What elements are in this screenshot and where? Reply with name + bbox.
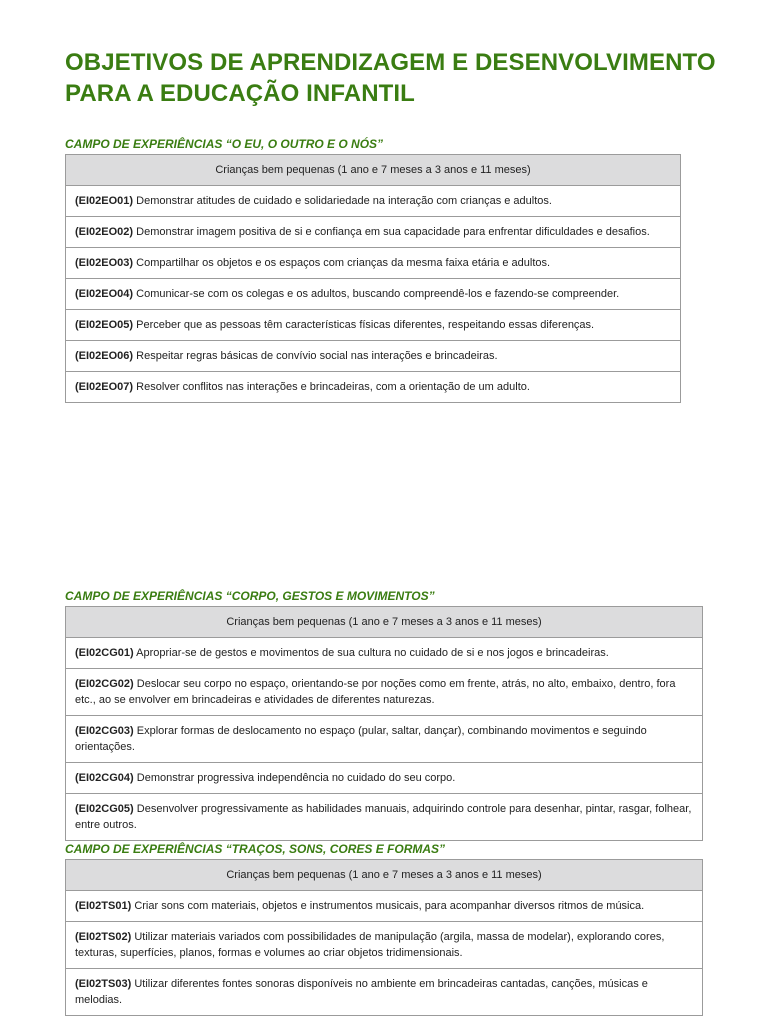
objective-code: (EI02EO03) [75, 257, 134, 269]
objective-cell [66, 341, 681, 372]
section-tracos-sons-cores-e-formas [65, 842, 703, 1016]
objective-code: (EI02TS02) [75, 931, 132, 943]
objective-code: (EI02CG01) [75, 647, 134, 659]
objective-text: Apropriar-se de gestos e movimentos de sua cultura no cuidado de si e nos jogos e brincadeiras. [136, 647, 609, 659]
objective-cell [66, 372, 681, 403]
objective-cell [66, 638, 703, 669]
age-group-header: Crianças bem pequenas (1 ano e 7 meses a 3 anos e 11 meses) [66, 607, 703, 638]
objective-cell [66, 217, 681, 248]
table-row [66, 310, 681, 341]
objective-code: (EI02EO07) [75, 381, 134, 393]
objective-cell [66, 186, 681, 217]
page-title-line-2: PARA A EDUCAÇÃO INFANTIL [65, 80, 415, 107]
objective-text: Utilizar materiais variados com possibilidades de manipulação (argila, massa de modelar), explorando cores, texturas, superfícies, planos, formas e volumes ao criar objetos tridimensionais. [75, 931, 665, 959]
objective-cell [66, 794, 703, 841]
objectives-table [65, 859, 703, 1016]
objective-code: (EI02CG05) [75, 803, 134, 815]
objective-code: (EI02EO04) [75, 288, 134, 300]
objective-cell [66, 248, 681, 279]
objective-text: Desenvolver progressivamente as habilidades manuais, adquirindo controle para desenhar, pintar, rasgar, folhear, entre outros. [75, 803, 692, 831]
objective-cell [66, 669, 703, 716]
section-corpo-gestos-e-movimentos [65, 589, 703, 841]
objective-code: (EI02CG04) [75, 772, 134, 784]
objective-code: (EI02EO05) [75, 319, 134, 331]
objective-code: (EI02EO02) [75, 226, 134, 238]
objective-code: (EI02CG02) [75, 678, 134, 690]
objective-text: Comunicar-se com os colegas e os adultos, buscando compreendê-los e fazendo-se compreender. [136, 288, 620, 300]
objective-text: Perceber que as pessoas têm características físicas diferentes, respeitando essas diferenças. [136, 319, 595, 331]
table-row [66, 372, 681, 403]
objectives-table [65, 606, 703, 841]
objective-code: (EI02EO06) [75, 350, 134, 362]
table-row [66, 763, 703, 794]
objective-code: (EI02EO01) [75, 195, 134, 207]
objective-cell [66, 310, 681, 341]
objective-text: Criar sons com materiais, objetos e instrumentos musicais, para acompanhar diversos ritmos de música. [134, 900, 645, 912]
table-row [66, 186, 681, 217]
table-row [66, 341, 681, 372]
age-group-header: Crianças bem pequenas (1 ano e 7 meses a 3 anos e 11 meses) [66, 155, 681, 186]
table-row [66, 638, 703, 669]
section-heading: CAMPO DE EXPERIÊNCIAS “CORPO, GESTOS E MOVIMENTOS” [65, 589, 435, 603]
objective-text: Utilizar diferentes fontes sonoras disponíveis no ambiente em brincadeiras cantadas, canções, músicas e melodias. [75, 978, 648, 1006]
objective-text: Compartilhar os objetos e os espaços com crianças da mesma faixa etária e adultos. [136, 257, 551, 269]
objective-text: Deslocar seu corpo no espaço, orientando-se por noções como em frente, atrás, no alto, embaixo, dentro, fora etc., ao se envolver em brincadeiras e atividades de diferentes naturezas. [75, 678, 676, 706]
objectives-table [65, 154, 681, 403]
objective-text: Explorar formas de deslocamento no espaço (pular, saltar, dançar), combinando movimentos e seguindo orientações. [75, 725, 647, 753]
section-o-eu-o-outro-e-o-nos [65, 137, 681, 403]
objective-text: Demonstrar imagem positiva de si e confiança em sua capacidade para enfrentar dificuldades e desafios. [136, 226, 650, 238]
age-group-header: Crianças bem pequenas (1 ano e 7 meses a 3 anos e 11 meses) [66, 860, 703, 891]
page-title-line-1: OBJETIVOS DE APRENDIZAGEM E DESENVOLVIMENTO [65, 49, 716, 76]
objective-cell [66, 969, 703, 1016]
objective-text: Demonstrar atitudes de cuidado e solidariedade na interação com crianças e adultos. [136, 195, 552, 207]
section-heading: CAMPO DE EXPERIÊNCIAS “TRAÇOS, SONS, CORES E FORMAS” [65, 842, 446, 856]
objective-code: (EI02TS03) [75, 978, 132, 990]
objective-code: (EI02TS01) [75, 900, 132, 912]
objective-text: Demonstrar progressiva independência no cuidado do seu corpo. [136, 772, 456, 784]
table-row [66, 794, 703, 841]
objective-cell [66, 279, 681, 310]
table-row [66, 279, 681, 310]
page-title [65, 47, 725, 109]
table-row [66, 922, 703, 969]
table-row [66, 891, 703, 922]
objective-cell [66, 763, 703, 794]
table-row [66, 669, 703, 716]
table-row [66, 969, 703, 1016]
objective-cell [66, 716, 703, 763]
objective-cell [66, 922, 703, 969]
objective-cell [66, 891, 703, 922]
section-heading: CAMPO DE EXPERIÊNCIAS “O EU, O OUTRO E O NÓS” [65, 137, 384, 151]
table-row [66, 248, 681, 279]
objective-code: (EI02CG03) [75, 725, 134, 737]
objective-text: Resolver conflitos nas interações e brincadeiras, com a orientação de um adulto. [136, 381, 530, 393]
objective-text: Respeitar regras básicas de convívio social nas interações e brincadeiras. [136, 350, 498, 362]
table-row [66, 716, 703, 763]
table-row [66, 217, 681, 248]
